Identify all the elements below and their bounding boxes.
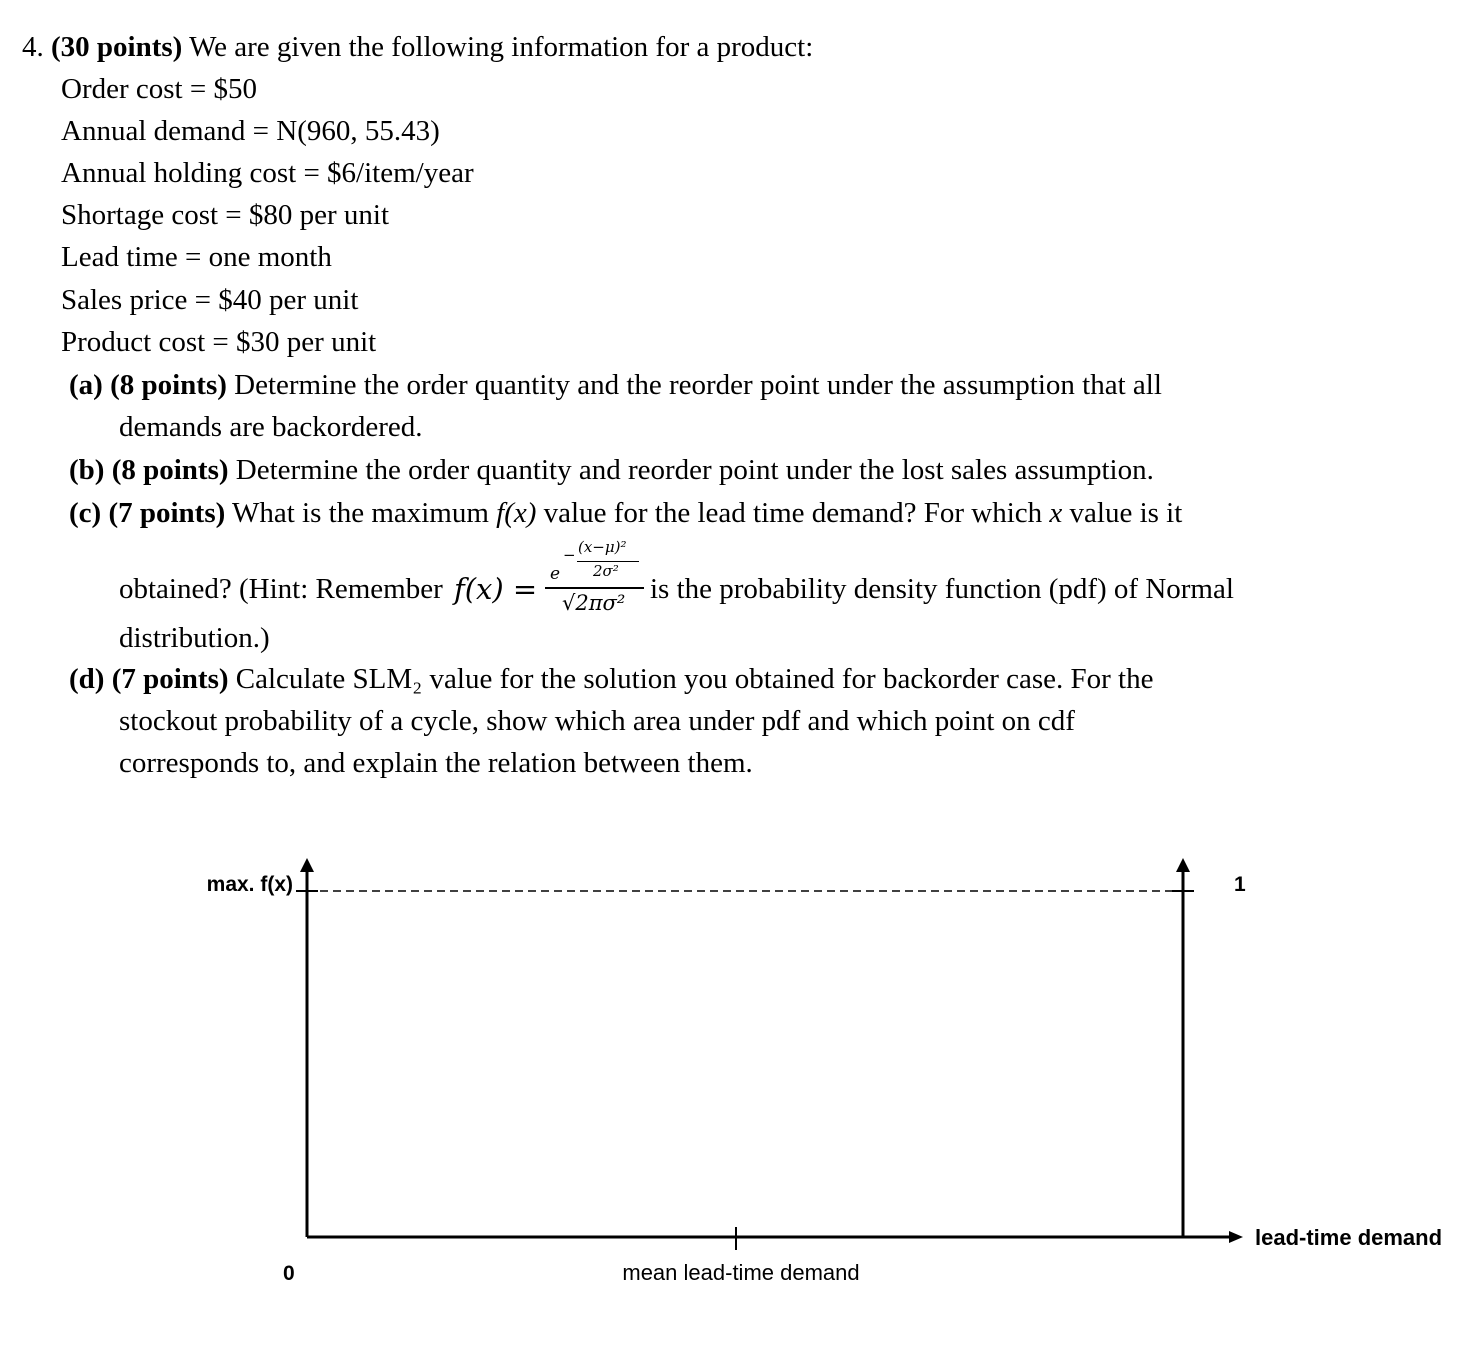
part-c-text-1a: What is the maximum <box>232 497 489 529</box>
formula-e: e <box>550 564 561 584</box>
x-axis-label: lead-time demand <box>1255 1225 1443 1250</box>
given-annual-demand: Annual demand = N(960, 55.43) <box>61 115 440 147</box>
left-axis-label: max. f(x) <box>206 873 293 896</box>
question-number: 4. <box>22 31 44 63</box>
given-order-cost: Order cost = $50 <box>61 73 257 105</box>
mean-label: mean lead-time demand <box>622 1260 860 1285</box>
given-shortage-cost: Shortage cost = $80 per unit <box>61 199 390 231</box>
question-points: (30 points) <box>51 31 183 63</box>
x-axis-arrowhead <box>1229 1231 1243 1243</box>
part-d-text-2: stockout probability of a cycle, show which area under pdf and which point on cdf <box>119 705 1075 737</box>
origin-label: 0 <box>283 1262 295 1285</box>
part-b-label: (b) <box>69 454 105 486</box>
formula-lhs: f(x) = <box>454 572 538 606</box>
part-c-label: (c) <box>69 497 102 529</box>
formula-denominator: √2πσ² <box>562 591 626 615</box>
part-a-text-1: Determine the order quantity and the reorder point under the assumption that all <box>234 369 1162 401</box>
part-c-text-3: distribution.) <box>119 622 270 654</box>
right-axis-label: 1 <box>1234 873 1246 896</box>
right-y-axis-arrowhead <box>1176 858 1190 872</box>
given-sales-price: Sales price = $40 per unit <box>61 284 359 316</box>
part-b-text-1: Determine the order quantity and reorder point under the lost sales assumption. <box>235 454 1154 486</box>
formula-exp-numerator: (x−μ)² <box>578 538 627 556</box>
part-c-fx: f(x) <box>496 497 537 529</box>
part-a-label: (a) <box>69 369 103 401</box>
formula-exp-minus: − <box>563 546 576 564</box>
given-lead-time: Lead time = one month <box>61 241 332 273</box>
part-d-points: (7 points) <box>111 663 229 695</box>
given-product-cost: Product cost = $30 per unit <box>61 326 377 358</box>
part-c-text-1b: value for the lead time demand? For which <box>543 497 1043 529</box>
left-y-axis-arrowhead <box>300 858 314 872</box>
part-d-text-1: Calculate SLM₂ value for the solution you obtained for backorder case. For the <box>235 663 1154 695</box>
given-holding-cost: Annual holding cost = $6/item/year <box>61 157 474 189</box>
part-c-text-2b: is the probability density function (pdf) of Normal <box>650 573 1234 605</box>
part-c-xvar: x <box>1049 497 1063 529</box>
part-c-points: (7 points) <box>108 497 226 529</box>
part-a-text-2: demands are backordered. <box>119 411 423 443</box>
part-c-text-1c: value is it <box>1069 497 1183 529</box>
part-a-points: (8 points) <box>110 369 227 401</box>
formula-exp-denominator: 2σ² <box>593 562 619 580</box>
part-c-text-2a: obtained? (Hint: Remember <box>119 573 443 605</box>
part-d-label: (d) <box>69 663 105 695</box>
question-intro: We are given the following information for a product: <box>189 31 814 63</box>
part-b-points: (8 points) <box>111 454 229 486</box>
part-d-text-3: corresponds to, and explain the relation between them. <box>119 747 753 779</box>
